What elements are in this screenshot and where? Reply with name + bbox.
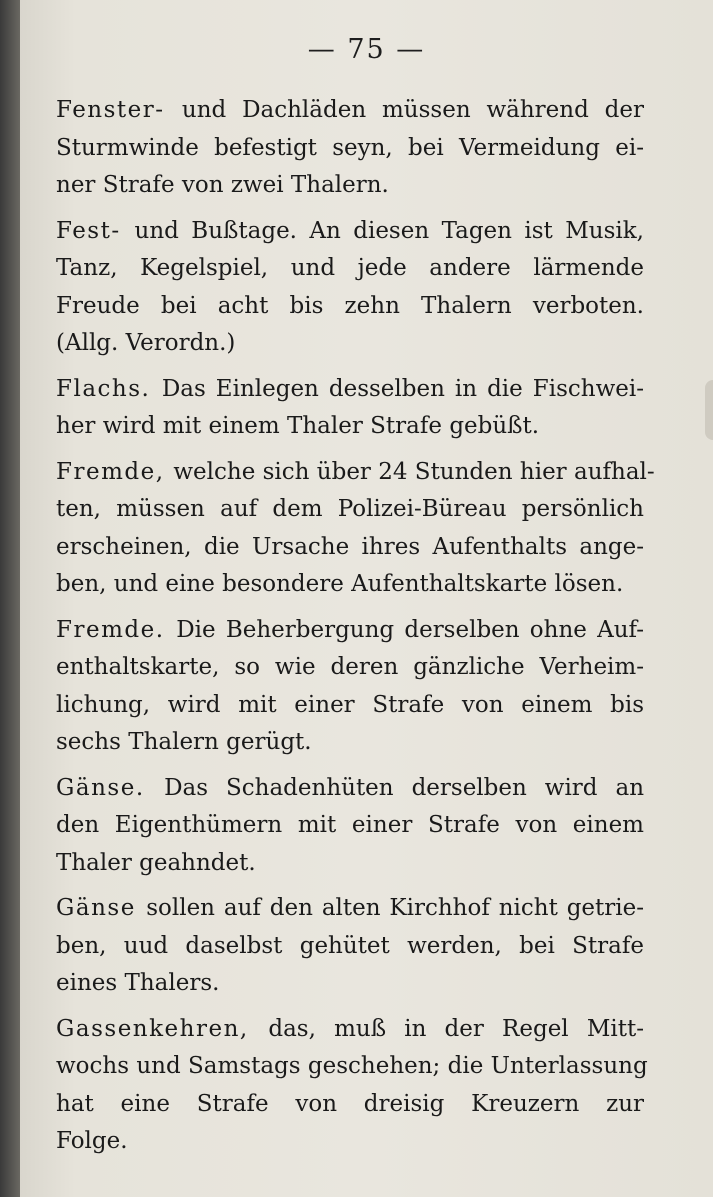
entry-gaense-kirchhof bbox=[56, 890, 644, 1003]
entry-text-line: erscheinen, die Ursache ihres Aufenthalts ange- bbox=[56, 533, 644, 560]
entry-text-line: ner Strafe von zwei Thalern. bbox=[56, 172, 389, 198]
entry-text-line: Das Schadenhüten derselben wird an bbox=[164, 774, 645, 801]
entry-text-line: wochs und Samstags geschehen; die Unterlassung bbox=[56, 1053, 648, 1079]
entry-keyword: Flachs. bbox=[56, 375, 162, 402]
entry-text-line: Thaler geahndet. bbox=[56, 849, 256, 876]
entry-text-line: ben, und eine besondere Aufenthaltskarte lösen. bbox=[56, 571, 624, 597]
entry-text-line: und Bußtage. An diesen Tagen ist Musik, bbox=[134, 217, 644, 244]
entry-text-line: Freude bei acht bis zehn Thalern verboten. bbox=[56, 292, 644, 319]
entry-flachs bbox=[56, 371, 644, 446]
entry-fremde-aufenthalt bbox=[56, 454, 655, 604]
entry-keyword: Gänse bbox=[56, 895, 147, 921]
entry-keyword: Gassenkehren, bbox=[56, 1015, 269, 1042]
page-body bbox=[56, 92, 655, 1169]
entry-text-line: eines Thalers. bbox=[56, 970, 220, 996]
entry-fremde-beherbergung bbox=[56, 612, 644, 762]
entry-text-line: enthaltskarte, so wie deren gänzliche Verheim- bbox=[56, 654, 644, 680]
entry-text-line: Sturmwinde befestigt seyn, bei Vermeidung ei- bbox=[56, 134, 644, 161]
entry-text-line: hat eine Strafe von dreisig Kreuzern zur bbox=[56, 1090, 644, 1117]
page-edge-mark bbox=[705, 380, 713, 440]
entry-text-line: her wird mit einem Thaler Strafe gebüßt. bbox=[56, 413, 540, 439]
entry-text-line: Folge. bbox=[56, 1128, 128, 1154]
entry-keyword: Fest- bbox=[56, 217, 135, 244]
entry-text-line: das, muß in der Regel Mitt- bbox=[268, 1015, 644, 1042]
entry-text-line: sollen auf den alten Kirchhof nicht getrie- bbox=[146, 895, 645, 921]
entry-text-line: ten, müssen auf dem Polizei-Büreau persönlich bbox=[56, 496, 644, 522]
entry-keyword: Fremde, bbox=[56, 458, 174, 485]
entry-text-line: Tanz, Kegelspiel, und jede andere lärmende bbox=[56, 255, 644, 281]
entry-fest bbox=[56, 213, 644, 363]
entry-fenster bbox=[56, 92, 644, 205]
entry-text-line: welche sich über 24 Stunden hier aufhal- bbox=[173, 458, 655, 485]
book-spine-shadow bbox=[0, 0, 20, 1197]
entry-keyword: Fenster- bbox=[56, 97, 182, 123]
entry-keyword: Gänse. bbox=[56, 774, 165, 801]
entry-text-line: ben, uud daselbst gehütet werden, bei Strafe bbox=[56, 932, 644, 959]
entry-text-line: lichung, wird mit einer Strafe von einem bis bbox=[56, 691, 644, 718]
entry-text-line: Die Beherbergung derselben ohne Auf- bbox=[176, 616, 644, 643]
page-number: — 75 — bbox=[307, 34, 426, 65]
entry-text-line: Das Einlegen desselben in die Fischwei- bbox=[161, 375, 644, 402]
book-page bbox=[20, 0, 713, 1197]
entry-text-line: den Eigenthümern mit einer Strafe von einem bbox=[56, 812, 644, 838]
entry-gassenkehren bbox=[56, 1011, 648, 1161]
entry-text-line: sechs Thalern gerügt. bbox=[56, 729, 312, 755]
entry-gaense-schaden bbox=[56, 770, 644, 883]
entry-text-line: (Allg. Verordn.) bbox=[56, 330, 236, 356]
entry-text-line: und Dachläden müssen während der bbox=[181, 97, 644, 123]
entry-keyword: Fremde. bbox=[56, 616, 177, 643]
